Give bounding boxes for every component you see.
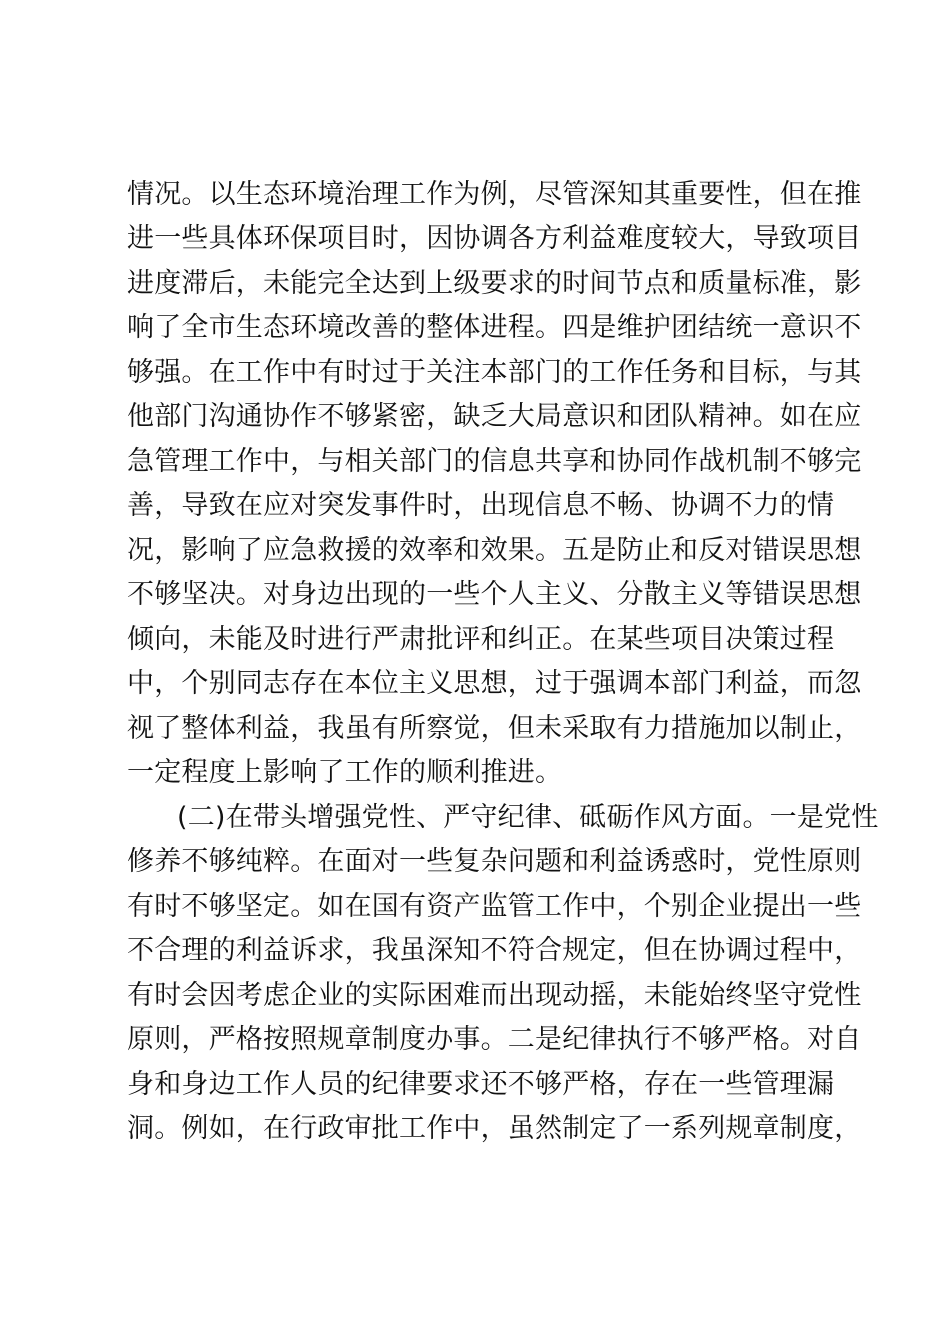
text-line: 他部门沟通协作不够紧密，缺乏大局意识和团队精神。如在应: [127, 401, 862, 432]
text-line: 倾向，未能及时进行严肃批评和纠正。在某些项目决策过程: [127, 624, 835, 655]
text-line: 急管理工作中，与相关部门的信息共享和协同作战机制不够完: [127, 446, 862, 477]
section-heading-line: (二)在带头增强党性、严守纪律、砥砺作风方面。一是党性: [177, 802, 879, 833]
text-line: 修养不够纯粹。在面对一些复杂问题和利益诱惑时，党性原则: [127, 846, 862, 877]
text-line: 善，导致在应对突发事件时，出现信息不畅、协调不力的情: [127, 490, 835, 521]
text-line: 进一些具体环保项目时，因协调各方利益难度较大，导致项目: [127, 223, 862, 254]
text-line: 进度滞后，未能完全达到上级要求的时间节点和质量标准，影: [127, 268, 862, 299]
text-line: 况，影响了应急救援的效率和效果。五是防止和反对错误思想: [127, 535, 862, 566]
text-line: 一定程度上影响了工作的顺利推进。: [127, 757, 563, 788]
text-line: 原则，严格按照规章制度办事。二是纪律执行不够严格。对自: [127, 1024, 862, 1055]
text-line: 有时不够坚定。如在国有资产监管工作中，个别企业提出一些: [127, 891, 862, 922]
text-line: 身和身边工作人员的纪律要求还不够严格，存在一些管理漏: [127, 1069, 835, 1100]
text-line: 中，个别同志存在本位主义思想，过于强调本部门利益，而忽: [127, 668, 862, 699]
text-line: 有时会因考虑企业的实际困难而出现动摇，未能始终坚守党性: [127, 980, 862, 1011]
text-line: 视了整体利益，我虽有所察觉，但未采取有力措施加以制止，: [127, 713, 862, 744]
text-line: 不合理的利益诉求，我虽深知不符合规定，但在协调过程中，: [127, 935, 862, 966]
text-line: 响了全市生态环境改善的整体进程。四是维护团结统一意识不: [127, 312, 862, 343]
text-line: 情况。以生态环境治理工作为例，尽管深知其重要性，但在推: [127, 179, 862, 210]
text-line: 不够坚决。对身边出现的一些个人主义、分散主义等错误思想: [127, 579, 862, 610]
text-line: 洞。例如，在行政审批工作中，虽然制定了一系列规章制度，: [127, 1113, 862, 1144]
text-line: 够强。在工作中有时过于关注本部门的工作任务和目标，与其: [127, 357, 862, 388]
